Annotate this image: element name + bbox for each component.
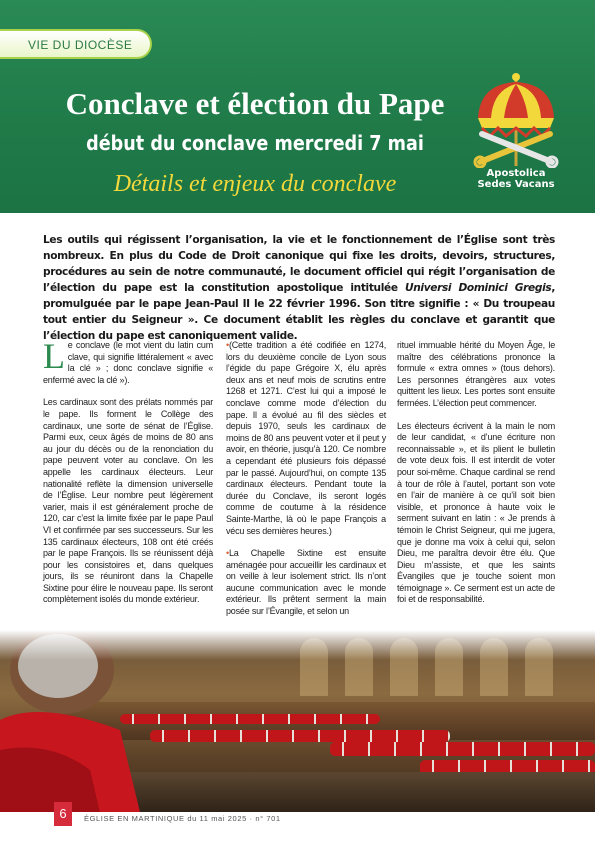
sede-vacante-emblem-icon <box>466 70 566 168</box>
column-3-paragraph-2: Les électeurs écrivent à la main le nom de leur candidat, « d’une écriture non reconnaissable », et ils plient le bulletin de vote deux fois. Il est interdit de voter pour soi-même. Chaque cardinal se rend à tour de rôle à l’autel, portant son vote en l’air de manière à ce qu’il soit bien visible, et prononce à haute voix le serment suivant en latin : « Je prends à témoin le Christ Seigneur, qui me jugera, que je donne ma voix à celui qui, selon Dieu, me paraîtra devoir être élu. Que Dieu m’assiste, et que les saints Évangiles que je touche soient mon témoignage ». Ce serment est un acte de foi et de responsabilité. <box>397 420 555 605</box>
column-3 <box>397 340 555 617</box>
photo-cardinals-row <box>150 730 450 742</box>
intro-paragraph <box>43 232 555 344</box>
header-banner <box>0 0 595 213</box>
column-2-text-1: (Cette tradition a été codifiée en 1274, lors du deuxième concile de Lyon sous l’égide du pape Grégoire X, élu après deux ans et neuf mois de scrutins entre 1268 et 1271. C’est lui qui a imposé le conclave comme mode d’élection du pape. Il a évolué au fil des siècles et depuis 1970, seuls les cardinaux de moins de 80 ans peuvent voter et il peut y avoir, en théorie, jusqu’à 120. Ce nombre a cependant été plusieurs fois dépassé par le passé. Aujourd’hui, on compte 135 cardinaux électeurs. Pendant toute la durée du Conclave, ils seront logés comme de coutume à la résidence Sainte-Marthe, là où le pape François a vécu ses dernières heures.) <box>226 340 386 536</box>
emblem-caption <box>466 168 566 190</box>
intro-text-1: Les outils qui régissent l’organisation, la vie et le fonctionnement de l’Église sont très nombreux. En plus du Code de Droit canonique qui fixe les droits, devoirs, structures, procédures au sein de notre communauté, le document officiel qui régit l’organisation de l’élection du pape est la constitution apostolique intitulée <box>43 234 555 294</box>
article-subtitle: début du conclave mercredi 7 mai <box>86 131 424 155</box>
section-tag-label: VIE DU DIOCÈSE <box>28 38 133 52</box>
bullet-marker: • <box>226 548 229 559</box>
column-2-paragraph-2 <box>226 548 386 618</box>
intro-text-2: , promulguée par le pape Jean-Paul II le 22 février 1996. Son titre signifie : « Du troupeau tout entier du Seigneur ». Ce document établit les règles du conclave et garantit que l’élection du pape est canoniquement valide. <box>43 282 555 342</box>
sistine-chapel-photo <box>0 630 595 812</box>
column-1-paragraph-2: Les cardinaux sont des prélats nommés par le pape. Ils forment le Collège des cardinaux, une sorte de sénat de l’Église. Parmi eux, ceux âgés de moins de 80 ans au jour du décès ou de la renonciation du pape peuvent voter au conclave. On les appelle les cardinaux électeurs. Leur nationalité reflète la dimension universelle de l’Église. Leur nombre peut légèrement varier, mais il est généralement proche de 120, car c’est la limite fixée par le pape Paul VI et confirmée par ses successeurs. Sur les 135 cardinaux électeurs, 108 ont été créés par le pape François. Ils se réunissent déjà pour les consistoires et, dans quelques jours, ils se réuniront dans la Chapelle Sixtine pour élire le nouveau pape. Ils seront complètement isolés du monde extérieur. <box>43 397 213 605</box>
column-2-text-2: La Chapelle Sixtine est ensuite aménagée pour accueillir les cardinaux et on veille à leur isolement strict. Ils n’ont aucune communication avec le monde extérieur. Ils prêtent serment la main posée sur l’Évangile, et selon un <box>226 548 386 617</box>
column-1-text-1: e conclave (le mot vient du latin cum clave, qui signifie littéralement « avec la clé » ; donc conclave signifie « enfermé avec la clé »). <box>43 340 213 385</box>
section-tag <box>0 29 152 59</box>
article-title: Conclave et élection du Pape <box>65 86 445 121</box>
article-tagline: Détails et enjeux du conclave <box>113 171 397 197</box>
intro-italic: Universi Dominici Gregis <box>404 282 552 294</box>
bullet-marker: • <box>226 340 229 350</box>
photo-cardinals-row <box>330 742 595 756</box>
column-1 <box>43 336 213 617</box>
footer-publication: ÉGLISE EN MARTINIQUE du 11 mai 2025 · n° 701 <box>84 814 281 823</box>
photo-cardinals-row <box>120 714 380 724</box>
column-3-paragraph-1: rituel immuable hérité du Moyen Âge, le maître des célébrations prononce la formule « extra omnes » (tous dehors). Les personnes étrangères aux votes quittent les lieux. Les portes sont ensuite fermées. L’élection peut commencer. <box>397 340 555 408</box>
drop-cap: L <box>43 336 65 376</box>
column-2 <box>226 340 386 629</box>
page-number-badge: 6 <box>54 802 72 826</box>
photo-fade <box>0 630 595 660</box>
emblem-caption-line2: Sedes Vacans <box>477 179 555 190</box>
column-2-paragraph-1 <box>226 340 386 537</box>
emblem-caption-line1: Apostolica <box>486 168 546 179</box>
column-1-paragraph-1 <box>43 336 213 386</box>
